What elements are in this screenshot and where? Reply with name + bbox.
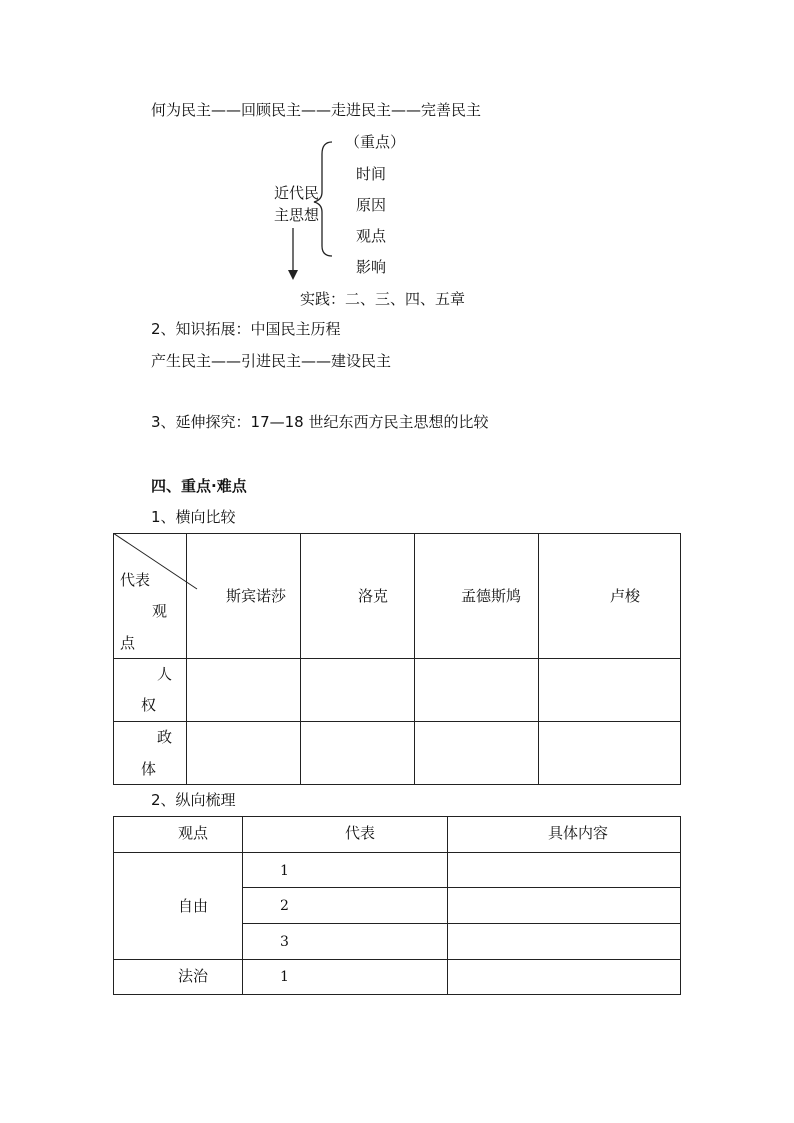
- table1-corner-mid: 观: [152, 602, 168, 620]
- table2-header-viewpoint: 观点: [178, 824, 209, 842]
- table2-caption: 2、纵向梳理: [151, 791, 236, 809]
- table2-freedom-num-3: 3: [280, 934, 289, 950]
- brace-item-reason: 原因: [356, 196, 387, 214]
- table1-row1-label-a: 人: [157, 665, 173, 683]
- table1-caption: 1、横向比较: [151, 508, 236, 526]
- curly-brace-icon: [310, 138, 336, 258]
- brace-title-line2: 主思想: [274, 206, 320, 224]
- brace-item-viewpoint: 观点: [356, 227, 387, 245]
- table2-group-rule-of-law: 法治: [178, 967, 209, 985]
- table1-row2-label-a: 政: [157, 728, 173, 746]
- down-arrow-icon: [286, 228, 300, 282]
- table1-corner-top: 代表: [120, 571, 151, 589]
- table1-row2-label-b: 体: [141, 760, 157, 778]
- table2-rule-num-1: 1: [280, 969, 289, 985]
- table1-col-locke: 洛克: [358, 587, 389, 605]
- expansion-heading: 2、知识拓展：中国民主历程: [151, 320, 341, 338]
- section4-title: 四、重点·难点: [151, 477, 247, 495]
- extension-heading: 3、延伸探究：17—18 世纪东西方民主思想的比较: [151, 413, 489, 431]
- table2-header-content: 具体内容: [548, 824, 609, 842]
- table1-col-spinoza: 斯宾诺莎: [226, 587, 287, 605]
- table2-header-representative: 代表: [345, 824, 376, 842]
- table2-group-freedom: 自由: [178, 897, 209, 915]
- practice-line: 实践：二、三、四、五章: [300, 290, 466, 308]
- brace-item-time: 时间: [356, 165, 387, 183]
- brace-title-line1: 近代民: [274, 184, 320, 202]
- intro-flow-line: 何为民主——回顾民主——走进民主——完善民主: [151, 101, 482, 119]
- table1-corner-bottom: 点: [120, 634, 136, 652]
- table1-col-montesquieu: 孟德斯鸠: [461, 587, 522, 605]
- table2-freedom-num-1: 1: [280, 863, 289, 879]
- brace-item-focus: （重点）: [345, 133, 406, 151]
- table1-col-rousseau: 卢梭: [610, 587, 641, 605]
- expansion-flow-line: 产生民主——引进民主——建设民主: [151, 352, 392, 370]
- brace-item-impact: 影响: [356, 258, 387, 276]
- table1-row1-label-b: 权: [141, 696, 157, 714]
- table2-freedom-num-2: 2: [280, 898, 289, 914]
